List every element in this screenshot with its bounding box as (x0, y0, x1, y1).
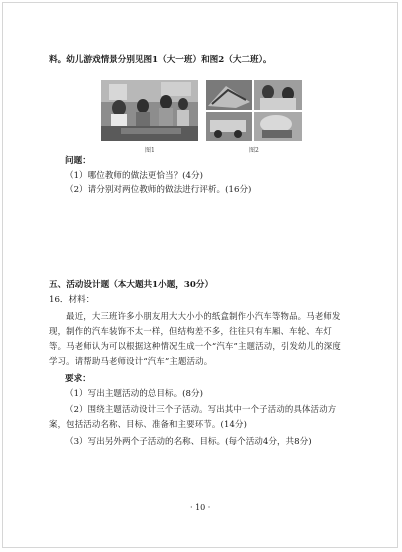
intro-line: 料。幼儿游戏情景分别见图1（大一班）和图2（大二班）。 (49, 55, 272, 65)
question-number: 16．材料： (49, 295, 95, 305)
question-1: （1）哪位教师的做法更恰当？(4分) (65, 171, 203, 181)
requirements-heading: 要求： (65, 374, 91, 384)
figure-2-photo (206, 80, 302, 141)
figure-2-caption: 图2 (249, 147, 259, 154)
requirement-2: （2）围绕主题活动设计三个子活动。写出其中一个子活动的具体活动方案，包括活动名称、目标、准备和主要环节。(14分) (49, 404, 337, 429)
page-frame (2, 2, 398, 548)
page-number: · 10 · (190, 503, 211, 512)
section-title: 五、活动设计题（本大题共1小题，30分） (49, 280, 214, 290)
requirement-1: （1）写出主题活动的总目标。(8分) (65, 389, 203, 399)
requirement-3: （3）写出另外两个子活动的名称、目标。(每个活动4分，共8分) (65, 437, 312, 447)
material-paragraph: 最近，大三班许多小朋友用大大小小的纸盒制作小汽车等物品。马老师发现，制作的汽车装饰不太一样，但结构差不多，往往只有车厢、车轮、车灯等。马老师认为可以根据这种情况生成一个“汽车”主题活动，引发幼儿的深度学习。请帮助马老师设计“汽车”主题活动。 (49, 311, 341, 366)
figure-1-caption: 图1 (145, 147, 155, 154)
questions-heading: 问题： (65, 156, 91, 166)
question-2: （2）请分别对两位教师的做法进行评析。(16分) (65, 185, 252, 195)
figure-1-photo (101, 80, 198, 141)
